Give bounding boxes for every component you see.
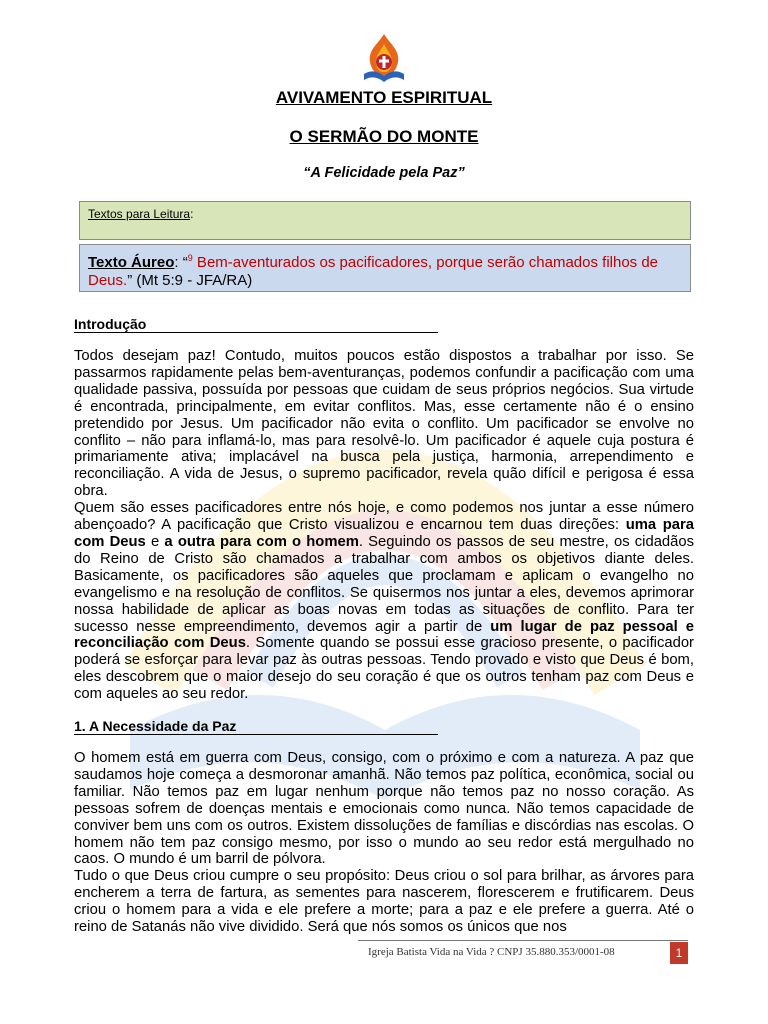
footer-divider bbox=[358, 940, 688, 941]
golden-verse: Bem-aventurados os pacificadores, porque serão chamados filhos de Deus. bbox=[88, 254, 659, 289]
church-logo-icon bbox=[360, 32, 408, 84]
reading-texts-box bbox=[79, 201, 691, 240]
section-1-body bbox=[74, 750, 694, 936]
section-1-heading: 1. A Necessidade da Paz bbox=[74, 718, 438, 735]
intro-paragraph-2: Quem são esses pacificadores entre nós hoje, e como podemos nos juntar a esse número abençoado? A pacificação que Cristo visualizou e encarnou tem duas direções: uma para com Deus e a outra para com o homem. Seguindo os passos de seu mestre, os cidadãos do Reino de Cristo são chamados a trabalhar com ambos os objetivos diante deles. Basicamente, os pacificadores são aqueles que proclamam e aplicam o evangelho no evangelismo e na resolução de conflitos. Se quisermos nos juntar a eles, devemos aprimorar nossa habilidade de aplicar as boas novas em todas as situações de conflito. Para ter sucesso nesse empreendimento, devemos agir a partir de um lugar de paz pessoal e reconciliação com Deus. Somente quando se possui esse gracioso presente, o pacificador poderá se esforçar para levar paz às outras pessoas. Tendo provado e visto que Deus é bom, eles descobrem que o maior desejo do seu coração é que os outros tenham paz com Deus e com aqueles ao seu redor. bbox=[74, 500, 695, 703]
golden-reference: ” (Mt 5:9 - JFA/RA) bbox=[127, 272, 253, 289]
golden-text-label: Texto Áureo bbox=[88, 254, 175, 271]
document-title: AVIVAMENTO ESPIRITUAL bbox=[275, 88, 493, 107]
sermon-title: O SERMÃO DO MONTE bbox=[289, 127, 479, 146]
intro-heading: Introdução bbox=[74, 316, 438, 333]
section-1-paragraph-2: Tudo o que Deus criou cumpre o seu propósito: Deus criou o sol para brilhar, as árvores para encherem a terra de fartura, as sementes para nascerem, florescerem e frutificarem. Deus criou o homem para a vida e ele prefere a morte; para a paz e ele prefere a guerra. Até o reino de Satanás não vive dividido. Será que nós somos os únicos que nos bbox=[74, 868, 694, 936]
page-number: 1 bbox=[670, 942, 688, 964]
intro-paragraph-1: Todos desejam paz! Contudo, muitos poucos estão dispostos a trabalhar por isso. Se passarmos rapidamente pelas bem-aventuranças, podemos confundir a pacificação com uma qualidade passiva, possuída por pessoas que cuidam de seus próprios negócios. Sua virtude é encontrada, principalmente, em evitar conflitos. Mas, esse certamente não é o ensino pretendido por Jesus. Um pacificador não evita o conflito. Um pacificador se envolve no conflito – não para inflamá-lo, mas para resolvê-lo. Um pacificador é aquele cuja postura é primariamente ativa; implacável na busca pela justiça, harmonia, arrependimento e reconciliação. A vida de Jesus, o supremo pacificador, revela quão difícil e perigosa é essa obra. bbox=[74, 348, 694, 500]
golden-text-box: Texto Áureo: “$^9$ Bem-aventurados os pacificadores, porque serão chamados filhos de Deus.” (Mt 5:9 - JFA/RA) bbox=[79, 244, 691, 292]
reading-texts-label: Textos para Leitura: bbox=[88, 207, 194, 221]
footer-text: Igreja Batista Vida na Vida ? CNPJ 35.880.353/0001-08 bbox=[368, 946, 615, 958]
intro-body bbox=[74, 348, 694, 703]
section-1-paragraph-1: O homem está em guerra com Deus, consigo, com o próximo e com a natureza. A paz que saudamos hoje começa a desmoronar amanhã. Não temos paz política, econômica, social ou familiar. Não temos paz em lugar nenhum porque não temos paz no nosso coração. As pessoas sofrem de doenças mentais e emocionais como nunca. Não temos capacidade de conviver bem uns com os outros. Existem dissoluções de famílias e discórdias nas escolas. O homem não tem paz consigo mesmo, por isso o mundo ao seu redor está mergulhado no caos. O mundo é um barril de pólvora. bbox=[74, 750, 694, 868]
sermon-subtitle: “A Felicidade pela Paz” bbox=[303, 165, 465, 181]
